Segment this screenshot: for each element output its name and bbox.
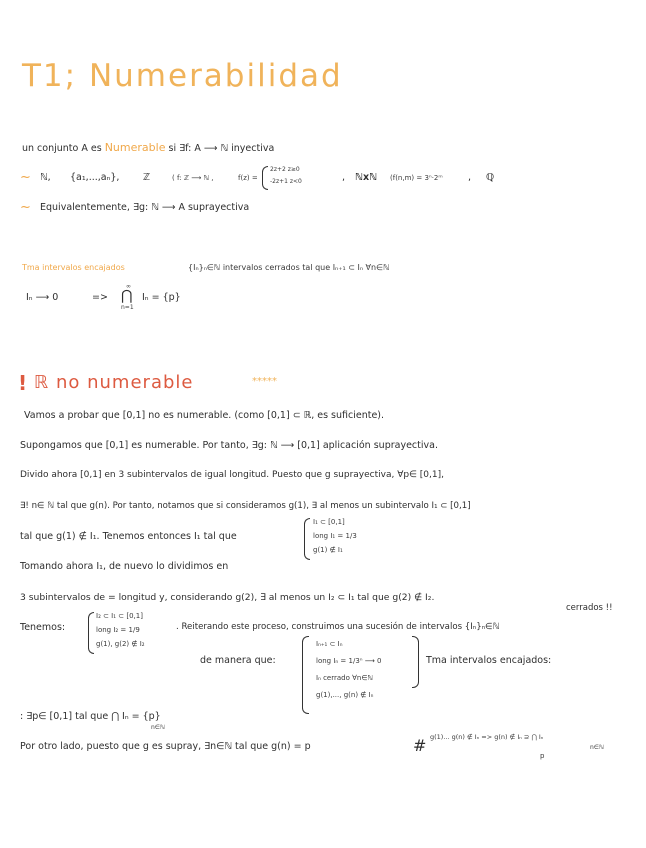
example-finite-set: {a₁,...,aₙ}, xyxy=(70,172,120,183)
example-integers-map: ( f: ℤ ⟶ ℕ , xyxy=(172,174,214,182)
system-3-line-2: long Iₙ = 1/3ⁿ ⟶ 0 xyxy=(316,657,382,665)
system-3-right-brace xyxy=(412,636,419,688)
examples-comma: , xyxy=(342,172,346,183)
definition-line xyxy=(22,141,274,154)
proof-line-6: Tomando ahora I₁, de nuevo lo dividimos en xyxy=(20,561,229,572)
proof-line-5: tal que g(1) ∉ I₁. Tenemos entonces I₁ tal que xyxy=(20,531,237,542)
proof-line-8: . Reiterando este proceso, construimos una sucesión de intervalos {Iₙ}ₙ∈ℕ xyxy=(176,622,500,632)
section-stars: ***** xyxy=(252,376,277,387)
equivalent-bullet: ~ xyxy=(20,200,31,215)
example-integers: ℤ xyxy=(143,172,151,183)
examples-comma-2: , xyxy=(468,172,472,183)
definition-term: Numerable xyxy=(104,141,166,154)
final-p: p xyxy=(540,752,545,760)
proof-line-1: Vamos a probar que [0,1] no es numerable. (como [0,1] ⊂ ℝ, es suficiente). xyxy=(24,410,385,421)
nested-cap-index: n=1 xyxy=(121,304,134,311)
de-manera-que: de manera que: xyxy=(200,655,276,666)
example-naturals: ℕ, xyxy=(40,172,51,183)
system-1-brace xyxy=(304,518,310,560)
nested-theorem-text: {Iₙ}ₙ∈ℕ intervalos cerrados tal que Iₙ₊₁ ⊂ Iₙ ∀n∈ℕ xyxy=(188,263,390,272)
nested-cap-top: ∞ xyxy=(126,283,131,290)
proof-line-2: Supongamos que [0,1] es numerable. Por tanto, ∃g: ℕ ⟶ [0,1] aplicación suprayectiva. xyxy=(20,440,438,451)
nested-rhs: Iₙ = {p} xyxy=(142,292,181,303)
example-fz-label: f(z) = xyxy=(238,174,258,182)
proof-line-4: ∃! n∈ ℕ tal que g(n). Por tanto, notamos que si consideramos g(1), ∃ al menos un subintervalo I₁ ⊂ [0,1] xyxy=(20,501,471,511)
tenemos-label: Tenemos: xyxy=(20,622,66,633)
example-nxn: ℕxℕ xyxy=(355,172,378,183)
system-1-line-1: I₁ ⊂ [0,1] xyxy=(313,518,345,526)
system-2-brace xyxy=(88,612,94,654)
system-1-line-3: g(1) ∉ I₁ xyxy=(313,546,343,554)
tma-reference: Tma intervalos encajados: xyxy=(426,655,552,666)
final-chain: g(1)... g(n) ∉ Iₙ => g(n) ∉ Iₙ ⊇ ⋂ Iₙ xyxy=(430,733,544,741)
nested-implies: => xyxy=(92,292,108,303)
conclusion-index: n∈ℕ xyxy=(151,724,165,731)
system-2-line-2: long I₂ = 1/9 xyxy=(96,626,140,634)
proof-line-3: Divido ahora [0,1] en 3 subintervalos de igual longitud. Puesto que g suprayectiva, ∀p∈ [0,1], xyxy=(20,470,444,480)
final-index: n∈ℕ xyxy=(590,744,604,751)
section-mark: ! xyxy=(18,371,28,395)
example-pair-map: (f(n,m) = 3ⁿ·2ᵐ xyxy=(390,174,443,182)
definition-post: si ∃f: A ⟶ ℕ inyectiva xyxy=(168,143,275,154)
section-heading: ℝ no numerable xyxy=(34,372,194,393)
cases-brace xyxy=(262,166,268,190)
final-line: Por otro lado, puesto que g es supray, ∃n∈ℕ tal que g(n) = p xyxy=(20,741,311,752)
nested-lhs: Iₙ ⟶ 0 xyxy=(26,292,59,303)
system-2-line-3: g(1), g(2) ∉ I₂ xyxy=(96,640,145,648)
system-2-line-1: I₂ ⊂ I₁ ⊂ [0,1] xyxy=(96,612,143,620)
page-title: T1; Numerabilidad xyxy=(22,58,343,94)
examples-bullet: ~ xyxy=(20,170,31,185)
proof-line-7: 3 subintervalos de = longitud y, considerando g(2), ∃ al menos un I₂ ⊂ I₁ tal que g(2) ∉ I₂. xyxy=(20,592,435,603)
conclusion-line: : ∃p∈ [0,1] tal que ⋂ Iₙ = {p} xyxy=(20,711,161,722)
system-3-line-3: Iₙ cerrado ∀n∈ℕ xyxy=(316,674,374,682)
nested-cap-symbol: ⋂ xyxy=(121,288,133,304)
example-rationals: ℚ xyxy=(486,172,495,183)
system-1-line-2: long I₁ = 1/3 xyxy=(313,532,357,540)
equivalent-text: Equivalentemente, ∃g: ℕ ⟶ A suprayectiva xyxy=(40,202,250,213)
contradiction-mark: # xyxy=(413,736,427,755)
system-3-line-4: g(1),..., g(n) ∉ Iₙ xyxy=(316,691,374,699)
cerrados-note: cerrados !! xyxy=(566,603,613,613)
system-3-line-1: Iₙ₊₁ ⊂ Iₙ xyxy=(316,640,343,648)
cases-line-2: -2z+1 z<0 xyxy=(270,178,302,185)
cases-line-1: 2z+2 z≥0 xyxy=(270,166,300,173)
definition-pre: un conjunto A es xyxy=(22,143,102,154)
nested-theorem-label: Tma intervalos encajados xyxy=(22,263,125,272)
system-3-brace xyxy=(302,636,309,714)
